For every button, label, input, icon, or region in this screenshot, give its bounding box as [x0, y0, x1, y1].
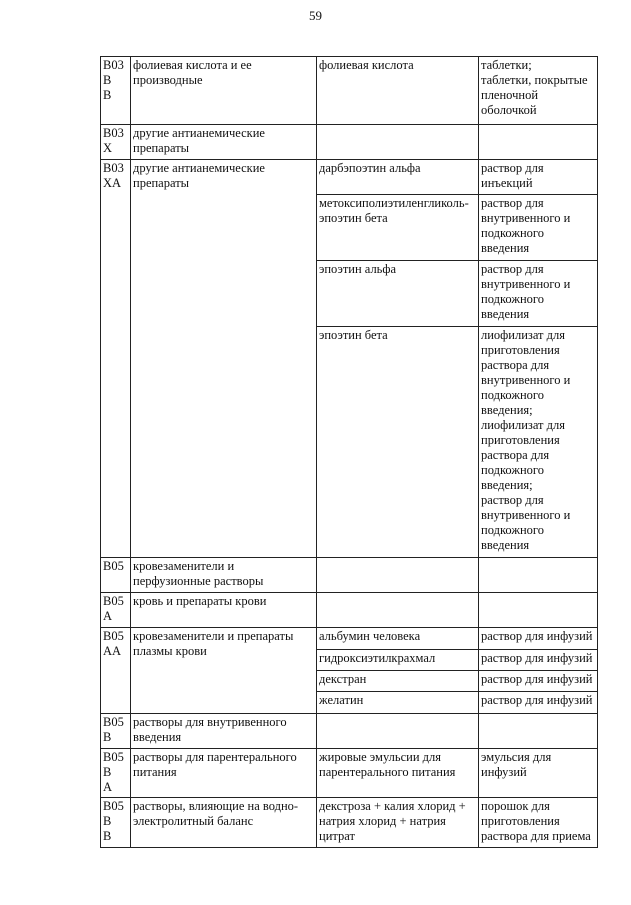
group-name-cell-text: кровезаменители и перфузионные растворы [133, 559, 264, 588]
atc-code-cell-text: В03 Х [103, 126, 124, 155]
table-row [101, 798, 598, 848]
table-row [101, 628, 598, 650]
drug-name-cell-text: фолиевая кислота [319, 58, 414, 72]
drug-name-cell [317, 692, 479, 714]
atc-code-cell [101, 558, 131, 593]
drug-name-cell-text: декстроза + калия хлорид + натрия хлорид + натрия цитрат [319, 799, 466, 843]
atc-code-cell-text: В05В [103, 715, 124, 744]
atc-code-cell-text: В03В В [103, 58, 124, 102]
group-name-cell-text: кровезаменители и препараты плазмы крови [133, 629, 294, 658]
dosage-form-cell-text: порошок для приготовления раствора для приема [481, 799, 591, 843]
drug-name-cell [317, 261, 479, 327]
drug-name-cell [317, 160, 479, 195]
dosage-form-cell [479, 261, 598, 327]
table-body [101, 57, 598, 848]
dosage-form-cell-text: таблетки; таблетки, покрытые пленочной оболочкой [481, 58, 588, 117]
drug-name-cell [317, 327, 479, 558]
group-name-cell [131, 558, 317, 593]
group-name-cell [131, 749, 317, 798]
atc-code-cell-text: В05 АА [103, 629, 124, 658]
dosage-form-cell [479, 160, 598, 195]
dosage-form-cell-text: раствор для инфузий [481, 693, 593, 707]
atc-code-cell [101, 628, 131, 714]
atc-code-cell [101, 57, 131, 125]
group-name-cell-text: растворы для парентерального питания [133, 750, 297, 779]
drug-name-cell [317, 671, 479, 692]
dosage-form-cell [479, 125, 598, 160]
dosage-form-cell [479, 327, 598, 558]
drug-name-cell [317, 593, 479, 628]
drug-name-cell [317, 714, 479, 749]
atc-code-cell [101, 160, 131, 558]
table-row [101, 593, 598, 628]
drug-name-cell-text: дарбэпоэтин альфа [319, 161, 421, 175]
atc-code-cell-text: В05В А [103, 750, 124, 794]
group-name-cell [131, 798, 317, 848]
drug-name-cell [317, 749, 479, 798]
table-row [101, 57, 598, 125]
drug-name-cell [317, 57, 479, 125]
page-number: 59 [309, 8, 322, 23]
dosage-form-cell-text: раствор для внутривенного и подкожного введения [481, 262, 571, 321]
drug-name-cell [317, 195, 479, 261]
table-row [101, 749, 598, 798]
dosage-form-cell [479, 714, 598, 749]
drug-name-cell-text: эпоэтин бета [319, 328, 388, 342]
drug-table [100, 56, 598, 848]
group-name-cell [131, 714, 317, 749]
group-name-cell-text: растворы для внутривенного введения [133, 715, 287, 744]
group-name-cell [131, 160, 317, 558]
table-row [101, 714, 598, 749]
atc-code-cell [101, 714, 131, 749]
dosage-form-cell [479, 628, 598, 650]
drug-name-cell [317, 798, 479, 848]
dosage-form-cell [479, 195, 598, 261]
atc-code-cell-text: В03 ХА [103, 161, 124, 190]
dosage-form-cell [479, 671, 598, 692]
atc-code-cell [101, 798, 131, 848]
drug-name-cell [317, 628, 479, 650]
dosage-form-cell-text: раствор для внутривенного и подкожного введения [481, 196, 571, 255]
dosage-form-cell [479, 692, 598, 714]
atc-code-cell [101, 749, 131, 798]
group-name-cell [131, 57, 317, 125]
dosage-form-cell-text: раствор для инфузий [481, 672, 593, 686]
drug-name-cell [317, 125, 479, 160]
atc-code-cell [101, 125, 131, 160]
dosage-form-cell [479, 749, 598, 798]
dosage-form-cell [479, 650, 598, 671]
group-name-cell [131, 593, 317, 628]
atc-code-cell-text: В05В В [103, 799, 124, 843]
table-row [101, 558, 598, 593]
dosage-form-cell [479, 558, 598, 593]
drug-name-cell-text: желатин [319, 693, 364, 707]
group-name-cell-text: кровь и препараты крови [133, 594, 267, 608]
group-name-cell-text: фолиевая кислота и ее производные [133, 58, 252, 87]
atc-code-cell-text: В05 А [103, 594, 124, 623]
atc-code-cell [101, 593, 131, 628]
dosage-form-cell-text: раствор для инфузий [481, 651, 593, 665]
dosage-form-cell-text: раствор для инъекций [481, 161, 544, 190]
dosage-form-cell-text: лиофилизат для приготовления раствора для внутривенного и подкожного введения; лиофилизат для приготовления раствора для подкожного введения; раствор для внутривенного и подкожного введения [481, 328, 571, 552]
drug-name-cell-text: гидроксиэтилкрахмал [319, 651, 436, 665]
group-name-cell-text: другие антианемические препараты [133, 126, 265, 155]
drug-name-cell-text: эпоэтин альфа [319, 262, 397, 276]
table-row [101, 160, 598, 195]
dosage-form-cell [479, 593, 598, 628]
group-name-cell-text: другие антианемические препараты [133, 161, 265, 190]
drug-name-cell-text: декстран [319, 672, 367, 686]
drug-name-cell [317, 650, 479, 671]
drug-name-cell-text: жировые эмульсии для парентерального питания [319, 750, 456, 779]
dosage-form-cell-text: раствор для инфузий [481, 629, 593, 643]
group-name-cell-text: растворы, влияющие на водно- электролитный баланс [133, 799, 299, 828]
group-name-cell [131, 628, 317, 714]
drug-name-cell-text: альбумин человека [319, 629, 421, 643]
drug-name-cell-text: метоксиполиэтиленгликоль- эпоэтин бета [319, 196, 469, 225]
table-row [101, 125, 598, 160]
dosage-form-cell-text: эмульсия для инфузий [481, 750, 552, 779]
atc-code-cell-text: В05 [103, 559, 124, 573]
group-name-cell [131, 125, 317, 160]
drug-name-cell [317, 558, 479, 593]
dosage-form-cell [479, 57, 598, 125]
dosage-form-cell [479, 798, 598, 848]
